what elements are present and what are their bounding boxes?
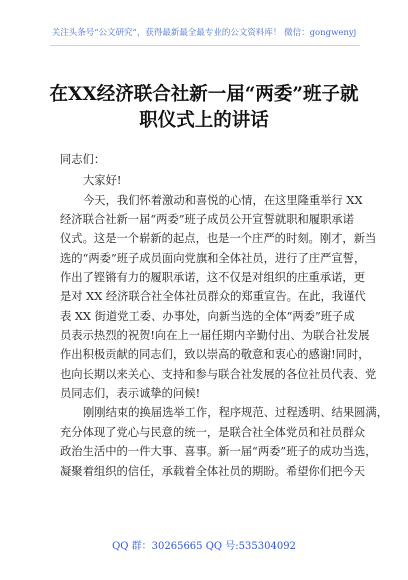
header-note: 关注头条号“公文研究”，获得最新最全最专业的公文资料库！ 微信：gongwenyj: [51, 28, 357, 38]
paragraph-line: 表 XX 街道党工委、办事处，向新当选的全体“两委”班子成: [60, 309, 355, 323]
document-body: [60, 150, 389, 481]
paragraph-line: 选的“两委”班子成员面向党旗和全体社员，进行了庄严宣誓，: [60, 251, 366, 265]
paragraph-line: 凝聚着组织的信任，承载着全体社员的期盼。希望你们把今天: [60, 464, 366, 478]
paragraph-line: 今天，我们怀着激动和喜悦的心情，在这里隆重举行 XX: [83, 193, 363, 207]
footer-note: QQ 群：30265665 QQ 号:535304092: [112, 541, 296, 552]
paragraph-line: 充分体现了党心与民意的统一，是联合社全体党员和社员群众: [60, 425, 366, 439]
paragraph-line: 员表示热烈的祝贺!向在上一届任期内辛勤付出、为联合社发展: [60, 329, 370, 343]
paragraph-line: 刚刚结束的换届选举工作，程序规范、过程透明、结果圆满，: [83, 406, 389, 420]
paragraph-line: 员同志们，表示诚挚的问候!: [60, 387, 201, 401]
paragraph-line: 经济联合社新一届“两委”班子成员公开宣誓就职和履职承诺: [60, 213, 354, 227]
greeting: 大家好!: [83, 174, 122, 188]
paragraph-line: 作出积极贡献的同志们，致以崇高的敬意和衷心的感谢!同时，: [60, 348, 370, 362]
paragraph-line: 仪式。这是一个崭新的起点，也是一个庄严的时刻。刚才，新当: [60, 232, 377, 246]
paragraph-line: 也向长期以来关心、支持和参与联合社发展的各位社员代表、党: [60, 367, 377, 381]
salutation: 同志们：: [60, 153, 106, 166]
title-line: 在XX经济联合社新一届“两委”班子就: [49, 84, 359, 105]
paragraph-line: 是对 XX 经济联合社全体社员群众的郑重宣告。在此，我谨代: [60, 290, 366, 304]
document-title: [40, 82, 368, 134]
title-line: 职仪式上的讲话: [139, 110, 269, 131]
header-divider: [50, 45, 360, 46]
paragraph-line: 政治生活中的一件大事、喜事。新一届“两委”班子的成功当选，: [60, 445, 377, 459]
paragraph-line: 作出了铿锵有力的履职承诺，这不仅是对组织的庄重承诺，更: [60, 271, 366, 285]
